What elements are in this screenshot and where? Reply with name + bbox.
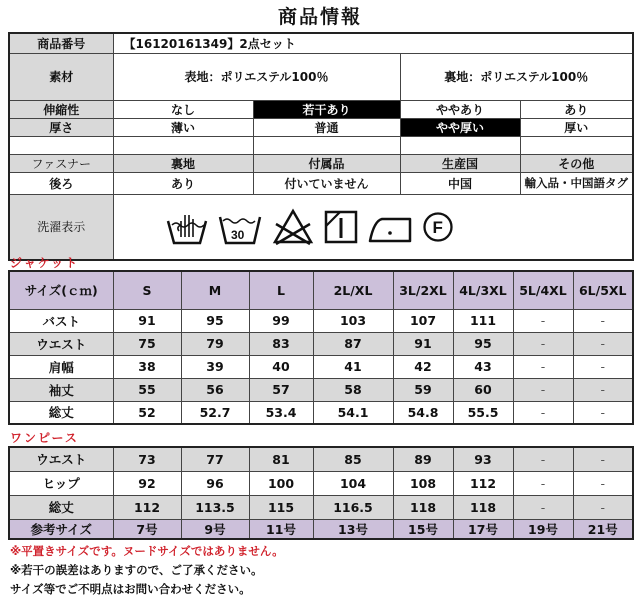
table-cell: 89 — [393, 447, 453, 471]
empty-cell — [113, 136, 253, 154]
table-cell: 87 — [313, 332, 393, 355]
table-cell: 39 — [181, 355, 249, 378]
jacket-size-table — [8, 270, 634, 425]
table-cell: 42 — [393, 355, 453, 378]
dry-clean-f-icon — [422, 211, 454, 243]
stretch-label: 伸縮性 — [9, 100, 113, 118]
table-cell: - — [513, 309, 573, 332]
flat-dry-shade-icon — [324, 210, 358, 244]
table-cell: 77 — [181, 447, 249, 471]
page-title: 商品情報 — [277, 6, 362, 28]
size-col-header: L — [249, 271, 313, 309]
jacket-section-label: ジャケット — [10, 256, 80, 270]
material-outer: 表地：ポリエステル100％ — [113, 53, 400, 100]
row-label: 総丈 — [9, 495, 113, 519]
table-cell: 13号 — [313, 519, 393, 539]
note-contact: サイズ等でご不明点はお問い合わせください。 — [10, 582, 251, 596]
table-cell: - — [573, 378, 633, 401]
no-bleach-icon — [272, 208, 314, 246]
table-cell: - — [573, 471, 633, 495]
table-cell: 83 — [249, 332, 313, 355]
table-cell: 111 — [453, 309, 513, 332]
table-cell: 103 — [313, 309, 393, 332]
table-cell: 43 — [453, 355, 513, 378]
table-cell: 15号 — [393, 519, 453, 539]
size-col-header: 6L/5XL — [573, 271, 633, 309]
material-label: 素材 — [9, 53, 113, 100]
product-info-table — [8, 32, 634, 261]
table-cell: 60 — [453, 378, 513, 401]
row-label: バスト — [9, 309, 113, 332]
table-cell: 108 — [393, 471, 453, 495]
table-cell: 112 — [453, 471, 513, 495]
table-row — [9, 309, 633, 332]
table-cell: 52.7 — [181, 401, 249, 424]
row-label: 袖丈 — [9, 378, 113, 401]
size-col-header: 2L/XL — [313, 271, 393, 309]
table-cell: - — [573, 309, 633, 332]
empty-cell — [520, 136, 633, 154]
table-cell: 95 — [181, 309, 249, 332]
table-cell: 95 — [453, 332, 513, 355]
note-tolerance: ※若干の誤差はありますので、ご了承ください。 — [10, 563, 263, 577]
thickness-option-thick: 厚い — [520, 118, 633, 136]
product-no-value: 【16120161349】2点セット — [113, 33, 633, 53]
table-cell: 41 — [313, 355, 393, 378]
table-row — [9, 447, 633, 471]
table-row — [9, 401, 633, 424]
care-row — [9, 194, 633, 260]
thickness-option-thin: 薄い — [113, 118, 253, 136]
empty-row — [9, 136, 633, 154]
table-cell: 113.5 — [181, 495, 249, 519]
onepiece-size-table — [8, 446, 634, 540]
table-cell: 93 — [453, 447, 513, 471]
table-cell: 7号 — [113, 519, 181, 539]
wash-30-icon — [218, 209, 262, 245]
row-label: ウエスト — [9, 447, 113, 471]
svg-text:F: F — [432, 217, 443, 237]
care-label: 洗濯表示 — [9, 194, 113, 260]
iron-low-icon — [368, 211, 412, 243]
stretch-option-slight-selected: 若干あり — [253, 100, 400, 118]
table-cell: - — [513, 378, 573, 401]
size-col-header: 3L/2XL — [393, 271, 453, 309]
accessories-value: 付いていません — [253, 172, 400, 194]
table-cell: 118 — [393, 495, 453, 519]
fastener-value: 後ろ — [9, 172, 113, 194]
table-cell: 53.4 — [249, 401, 313, 424]
row-label: 肩幅 — [9, 355, 113, 378]
stretch-option-none: なし — [113, 100, 253, 118]
table-cell: - — [513, 447, 573, 471]
thickness-option-slightly-thick-selected: やや厚い — [400, 118, 520, 136]
table-row — [9, 471, 633, 495]
table-cell: 56 — [181, 378, 249, 401]
table-cell: 11号 — [249, 519, 313, 539]
material-row — [9, 53, 633, 100]
size-col-header: 4L/3XL — [453, 271, 513, 309]
country-label: 生産国 — [400, 154, 520, 172]
table-cell: 91 — [393, 332, 453, 355]
table-row — [9, 355, 633, 378]
table-cell: - — [573, 401, 633, 424]
table-cell: 54.8 — [393, 401, 453, 424]
thickness-label: 厚さ — [9, 118, 113, 136]
table-cell: 118 — [453, 495, 513, 519]
size-header-label: サイズ(ｃｍ) — [9, 271, 113, 309]
table-row — [9, 332, 633, 355]
lining-value: あり — [113, 172, 253, 194]
table-cell: 79 — [181, 332, 249, 355]
size-col-header: 5L/4XL — [513, 271, 573, 309]
table-cell: 81 — [249, 447, 313, 471]
table-cell: 116.5 — [313, 495, 393, 519]
stretch-option-some: ややあり — [400, 100, 520, 118]
material-lining: 裏地：ポリエステル100％ — [400, 53, 633, 100]
table-cell: 55 — [113, 378, 181, 401]
size-col-header: S — [113, 271, 181, 309]
note-flat-measure: ※平置きサイズです。ヌードサイズではありません。 — [10, 544, 284, 558]
table-cell: 17号 — [453, 519, 513, 539]
onepiece-section-label: ワンピース — [10, 431, 79, 445]
table-cell: 99 — [249, 309, 313, 332]
table-cell: 107 — [393, 309, 453, 332]
jacket-header-row — [9, 271, 633, 309]
thickness-option-normal: 普通 — [253, 118, 400, 136]
table-cell: 100 — [249, 471, 313, 495]
care-symbols — [113, 194, 633, 260]
table-cell: 85 — [313, 447, 393, 471]
table-cell: 112 — [113, 495, 181, 519]
table-cell: 54.1 — [313, 401, 393, 424]
table-cell: 9号 — [181, 519, 249, 539]
row-label: ヒップ — [9, 471, 113, 495]
empty-cell — [9, 136, 113, 154]
accessories-label: 付属品 — [253, 154, 400, 172]
table-cell: - — [513, 332, 573, 355]
table-row — [9, 495, 633, 519]
reference-size-row — [9, 519, 633, 539]
table-cell: 57 — [249, 378, 313, 401]
table-cell: - — [513, 471, 573, 495]
notes — [10, 542, 284, 599]
table-cell: 38 — [113, 355, 181, 378]
thickness-row — [9, 118, 633, 136]
table-cell: 96 — [181, 471, 249, 495]
table-cell: 75 — [113, 332, 181, 355]
product-no-row — [9, 33, 633, 53]
stretch-option-yes: あり — [520, 100, 633, 118]
table-cell: - — [513, 495, 573, 519]
detail-header-row — [9, 154, 633, 172]
table-cell: 21号 — [573, 519, 633, 539]
table-cell: 115 — [249, 495, 313, 519]
other-value: 輸入品・中国語タグ — [520, 172, 633, 194]
table-cell: 52 — [113, 401, 181, 424]
row-label: 参考サイズ — [9, 519, 113, 539]
table-cell: - — [573, 447, 633, 471]
table-cell: 55.5 — [453, 401, 513, 424]
hand-wash-icon — [166, 209, 208, 245]
other-label: その他 — [520, 154, 633, 172]
table-cell: - — [513, 355, 573, 378]
table-cell: - — [573, 332, 633, 355]
table-cell: 92 — [113, 471, 181, 495]
row-label: 総丈 — [9, 401, 113, 424]
fastener-label: ファスナー — [9, 154, 113, 172]
svg-text:30: 30 — [230, 227, 244, 242]
table-cell: 91 — [113, 309, 181, 332]
table-cell: 40 — [249, 355, 313, 378]
table-cell: - — [513, 401, 573, 424]
row-label: ウエスト — [9, 332, 113, 355]
country-value: 中国 — [400, 172, 520, 194]
table-cell: 59 — [393, 378, 453, 401]
table-cell: 19号 — [513, 519, 573, 539]
table-cell: 58 — [313, 378, 393, 401]
detail-value-row — [9, 172, 633, 194]
empty-cell — [253, 136, 400, 154]
table-cell: - — [573, 355, 633, 378]
table-row — [9, 378, 633, 401]
table-cell: 73 — [113, 447, 181, 471]
table-cell: - — [573, 495, 633, 519]
size-col-header: M — [181, 271, 249, 309]
table-cell: 104 — [313, 471, 393, 495]
empty-cell — [400, 136, 520, 154]
product-no-label: 商品番号 — [9, 33, 113, 53]
lining-label: 裏地 — [113, 154, 253, 172]
stretch-row — [9, 100, 633, 118]
